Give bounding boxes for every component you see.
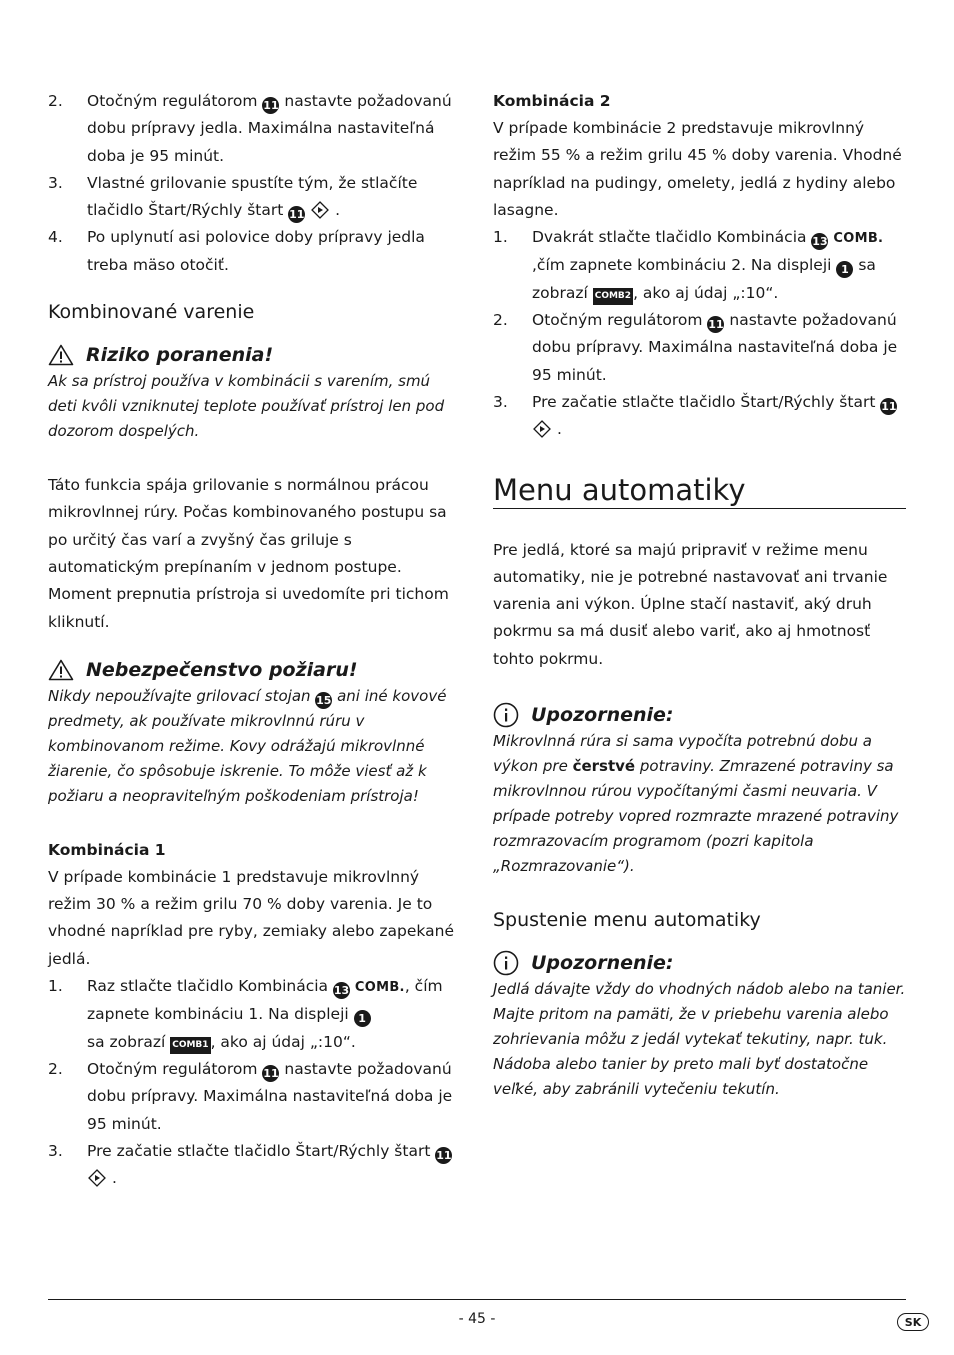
step-text: . <box>556 420 562 439</box>
control-number-badge: 13 <box>333 984 350 998</box>
control-number-badge: 11 <box>263 1066 279 1080</box>
note-text: Jedlá dávajte vždy do vhodných nádob alebo na tanier. Majte pritom na pamäti, že v priebehu varenia alebo zohrievania môžu z jedál vytekať tekutiny, napr. tuk. Nádoba alebo tanier by preto mali byť dostatočne veľké, aby zabránili vytečeniu tekutín. <box>493 980 906 1099</box>
warning-triangle-icon <box>48 659 74 681</box>
step-number: 1. <box>493 228 508 247</box>
note-text <box>493 729 906 879</box>
start-diamond-icon <box>87 1169 107 1187</box>
combination-1-steps <box>48 973 458 1192</box>
step-number: 3. <box>48 1141 63 1160</box>
footer-divider <box>48 1299 906 1300</box>
comb2-display-icon: COMB2 <box>593 288 633 305</box>
note-title: Upozornenie: <box>531 704 674 727</box>
warning-title: Riziko poranenia! <box>86 344 274 367</box>
step-number: 3. <box>48 173 63 192</box>
comb-button-label: COMB. <box>354 980 405 996</box>
step-text: Dvakrát stlačte tlačidlo Kombinácia <box>532 228 807 247</box>
step-text: sa zobrazí <box>532 256 876 302</box>
warning-injury-title-row <box>48 341 458 369</box>
control-number-badge: 13 <box>812 235 828 249</box>
step-text: , čím zapnete kombináciu 1. Na displeji <box>87 977 443 1024</box>
step-number: 1. <box>48 977 63 996</box>
comb1-display-icon: COMB1 <box>170 1037 210 1054</box>
step-text: Pre začatie stlačte tlačidlo Štart/Rýchly štart <box>87 1141 431 1160</box>
list-item <box>48 224 458 279</box>
step-text: Raz stlačte tlačidlo Kombinácia <box>87 977 329 996</box>
control-number-badge: 1 <box>836 261 853 278</box>
step-text: , ako aj údaj „:10“. <box>633 283 779 302</box>
warning-triangle-icon <box>48 344 74 366</box>
control-number-badge: 11 <box>708 318 724 332</box>
step-number: 2. <box>48 1059 63 1078</box>
combination-1-text: V prípade kombinácie 1 predstavuje mikrovlnný režim 30 % a režim grilu 70 % doby varenia. Je to vhodné napríklad pre ryby, zemiaky alebo zapekané jedlá. <box>48 867 454 968</box>
right-column <box>493 88 906 1102</box>
info-icon <box>493 702 519 728</box>
step-text: nastavte požadovanú dobu prípravy. Maximálna nastaviteľná doba je 95 minút. <box>532 311 898 384</box>
step-text: Pre začatie stlačte tlačidlo Štart/Rýchly štart <box>532 392 876 411</box>
control-number-badge: 11 <box>289 208 305 222</box>
step-text: nastavte požadovanú dobu prípravy jedla. Maximálna nastaviteľná doba je 95 minút. <box>87 92 452 165</box>
combination-2-heading: Kombinácia 2 <box>493 92 611 110</box>
warning-text-part: Nikdy nepoužívajte grilovací stojan <box>48 686 311 705</box>
step-text: . <box>335 201 341 220</box>
note-title: Upozornenie: <box>531 952 674 975</box>
step-text: Otočným regulátorom <box>87 1059 258 1078</box>
step-number: 4. <box>48 228 63 247</box>
note-text-part: Mikrovlnná rúra si sama vypočíta potrebnú dobu a výkon pre <box>493 732 872 776</box>
step-text: Vlastné grilovanie spustíte tým, že stlačíte tlačidlo Štart/Rýchly štart <box>87 173 418 220</box>
note-title-row <box>493 949 906 977</box>
start-diamond-icon <box>532 420 552 438</box>
step-number: 3. <box>493 392 508 411</box>
section-heading-combined: Kombinované varenie <box>48 301 255 324</box>
comb-button-label: COMB. <box>833 231 884 247</box>
warning-text-part: ani iné kovové predmety, ak používate mikrovlnnú rúru v kombinovanom režime. Kovy odrážajú mikrovlnné žiarenie, čo spôsobuje iskrenie. To môže viesť až k požiaru a neopraviteľným poškodeniam prístroja! <box>48 686 447 805</box>
intro-paragraph: Táto funkcia spája grilovanie s normálnou prácou mikrovlnnej rúry. Počas kombinovaného postupu sa po určitý čas varí a zvyšný čas griluje s automatickým prepínaním v jednom postupe. Moment prepnutia prístroja si uvedomíte pri tichom kliknutí. <box>48 476 449 631</box>
control-number-badge: 15 <box>316 693 332 707</box>
section-heading-start-menu: Spustenie menu automatiky <box>493 909 761 932</box>
page-number: - 45 - <box>458 1311 496 1327</box>
combination-2-steps <box>493 224 906 443</box>
step-number: 2. <box>493 311 508 330</box>
step-text: Po uplynutí asi polovice doby prípravy jedla treba mäso otočiť. <box>87 228 425 274</box>
menu-intro-paragraph: Pre jedlá, ktoré sa majú pripraviť v režime menu automatiky, nie je potrebné nastavovať ani trvanie varenia ani výkon. Úplne stačí nastaviť, aký druh pokrmu sa má dusiť alebo variť, ako aj hmotnosť tohto pokrmu. <box>493 540 888 668</box>
section-title-block <box>493 472 906 509</box>
warning-text: Ak sa prístroj používa v kombinácii s varením, smú deti kvôli vzniknutej teplote používať prístroj len pod dozorom dospelých. <box>48 372 445 441</box>
step-number: 2. <box>48 92 63 110</box>
control-number-badge: 11 <box>263 99 279 112</box>
info-icon <box>493 950 519 976</box>
combination-1-heading: Kombinácia 1 <box>48 840 166 859</box>
page-title: Menu automatiky <box>493 472 746 507</box>
note-title-row <box>493 701 906 729</box>
note-text-part: potraviny. Zmrazené potraviny sa mikrovlnnou rúrou vypočítanými časmi neuvaria. V prípade potreby vopred rozmrazte mrazené potraviny rozmrazovacím programom (pozri kapitola „Rozmrazovanie“). <box>493 757 899 876</box>
warning-text <box>48 684 458 809</box>
step-text: , ako aj údaj „:10“. <box>210 1032 356 1051</box>
control-number-badge: 11 <box>436 1148 452 1162</box>
step-text: Otočným regulátorom <box>532 311 703 330</box>
control-number-badge: 11 <box>881 399 897 413</box>
list-item <box>48 1056 458 1138</box>
list-item <box>493 224 906 307</box>
combination-2-text: V prípade kombinácie 2 predstavuje mikrovlnný režim 55 % a režim grilu 45 % doby varenia. Vhodné napríklad na pudingy, omelety, jedlá z hydiny alebo lasagne. <box>493 119 902 219</box>
left-column <box>48 88 458 1192</box>
list-item <box>493 307 906 389</box>
grill-steps <box>48 88 458 279</box>
warning-title: Nebezpečenstvo požiaru! <box>86 658 358 681</box>
control-number-badge: 1 <box>354 1010 371 1027</box>
step-text: sa zobrazí <box>87 1032 166 1051</box>
list-item <box>48 1138 458 1193</box>
list-item <box>48 88 458 170</box>
note-emphasis: čerstvé <box>572 757 636 776</box>
step-text: ,čím zapnete kombináciu 2. Na displeji <box>532 256 832 275</box>
step-text: . <box>111 1169 117 1188</box>
list-item <box>493 389 906 444</box>
step-text: nastavte požadovanú dobu prípravy. Maximálna nastaviteľná doba je 95 minút. <box>87 1059 453 1133</box>
warning-fire-title-row <box>48 656 458 684</box>
step-text: Otočným regulátorom <box>87 92 258 110</box>
start-diamond-icon <box>310 201 330 219</box>
language-badge: SK <box>897 1313 929 1331</box>
list-item <box>48 170 458 225</box>
list-item <box>48 973 458 1056</box>
